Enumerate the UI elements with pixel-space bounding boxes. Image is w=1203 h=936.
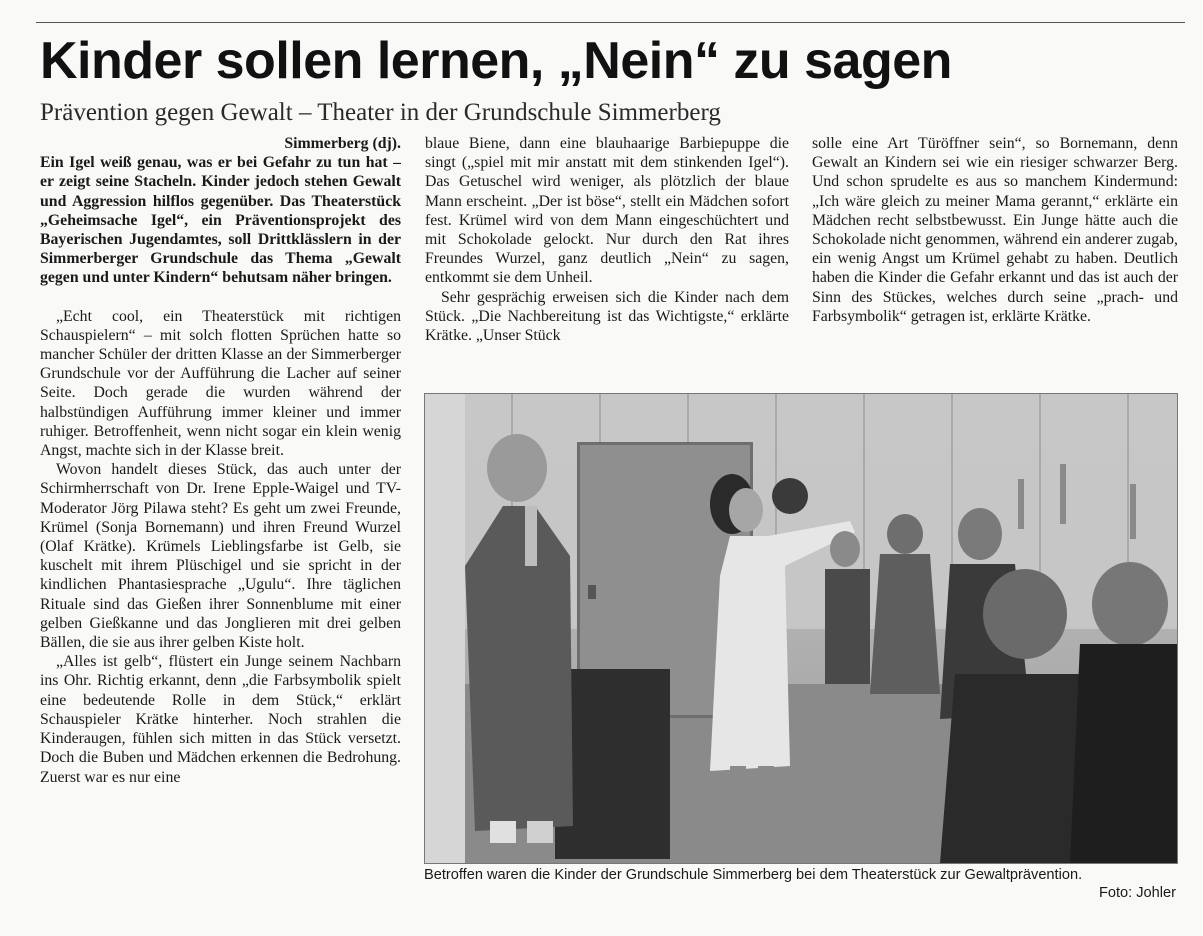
- door-knob: [588, 585, 596, 599]
- body-paragraph: „Alles ist gelb“, flüstert ein Junge seinem Nachbarn ins Ohr. Richtig erkannt, denn „die Farbsymbolik spielt eine bedeutende Rolle in dem Stück,“ erklärt Schauspieler Krätke hinterher. Noch strahlen die Kinderaugen, fühlen sich mitten in das Stück versetzt. Doch die Buben und Mädchen erkennen die Bedrohung. Zuerst war es nur eine: [40, 653, 401, 786]
- actor-man-figure: [455, 426, 575, 846]
- photo-credit: Foto: Johler: [1098, 885, 1176, 901]
- article-column-2: [425, 134, 789, 384]
- body-paragraph: Sehr gesprächig erweisen sich die Kinder nach dem Stück. „Die Nachbereitung ist das Wichtigste,“ erklärte Krätke. „Unser Stück: [425, 288, 789, 345]
- body-paragraph: „Echt cool, ein Theaterstück mit richtigen Schauspielern“ – mit solch flotten Sprüchen hatte so mancher Schüler der dritten Klasse an der Simmerberger Grundschule vor der Aufführung die Lacher auf seiner Seite. Doch gerade die wurden während der halbstündigen Aufführung immer kleiner und immer ruhiger. Betroffenheit, wenn nicht sogar ein klein wenig Angst, machte sich in der Klasse breit.: [40, 307, 401, 460]
- dateline: Simmerberg (dj).: [284, 135, 401, 152]
- headline: Kinder sollen lernen, „Nein“ zu sagen: [40, 32, 952, 90]
- article-column-1: [40, 134, 401, 909]
- photo-caption: Betroffen waren die Kinder der Grundschule Simmerberg bei dem Theaterstück zur Gewaltprävention.: [424, 867, 1083, 883]
- children-group-figure: [810, 454, 1177, 863]
- theater-photo: [424, 393, 1178, 864]
- body-paragraph: solle eine Art Türöffner sein“, so Bornemann, denn Gewalt an Kindern sei wie ein riesiger schwarzer Berg. Und schon sprudelte es aus so manchem Kindermund: „Ich wäre gleich zu meiner Mama gerannt,“ erklärte ein Mädchen recht selbstbewusst. Ein Junge hätte auch die Schokolade nicht genommen, während ein anderer zugab, ein wenig Angst um Krümel gehabt zu haben. Deutlich haben die Kinder die Gefahr erkannt und das ist auch der Sinn des Stückes, welches durch seine „prach- und Farbsymbolik“ getragen ist, erklärte Krätke.: [812, 135, 1178, 325]
- body-paragraph: Wovon handelt dieses Stück, das auch unter der Schirmherrschaft von Dr. Irene Epple-Waigel und TV-Moderator Jörg Pilawa steht? Es geht um zwei Freunde, Krümel (Sonja Bornemann) und ihren Freund Wurzel (Olaf Krätke). Krümels Lieblingsfarbe ist Gelb, sie kuschelt mit ihrem Plüschigel und sie spricht in der kindlichen Phantasiesprache „Ugulu“. Ihre täglichen Rituale sind das Gießen ihrer Sonnenblume mit einer gelben Gießkanne und das Jonglieren mit drei gelben Bällen, die sie aus ihrer gelben Kiste holt.: [40, 461, 401, 652]
- lead-paragraph: Ein Igel weiß genau, was er bei Gefahr zu tun hat – er zeigt seine Stacheln. Kinder jedoch stehen Gewalt und Aggression hilflos gegenüber. Das Theaterstück „Geheimsache Igel“, ein Präventionsprojekt des Bayerischen Jugendamtes, soll Drittklässlern in der Simmerberger Grundschule das Thema „Gewalt gegen und unter Kindern“ behutsam näher bringen.: [40, 154, 401, 287]
- subheadline: Prävention gegen Gewalt – Theater in der Grundschule Simmerberg: [40, 99, 721, 126]
- article-column-3: [812, 134, 1178, 384]
- top-rule: [36, 22, 1185, 23]
- body-paragraph: blaue Biene, dann eine blauhaarige Barbiepuppe die singt („spiel mit mir anstatt mit dem stinkenden Igel“). Das Getuschel wird weniger, als plötzlich der blaue Mann erscheint. „Der ist böse“, stellt ein Mädchen sofort fest. Krümel wird von dem Mann eingeschüchtert und mit Schokolade gelockt. Nur durch den Rat ihres Freundes Wurzel, ganz deutlich „Nein“ zu sagen, entkommt sie dem Unheil.: [425, 135, 789, 287]
